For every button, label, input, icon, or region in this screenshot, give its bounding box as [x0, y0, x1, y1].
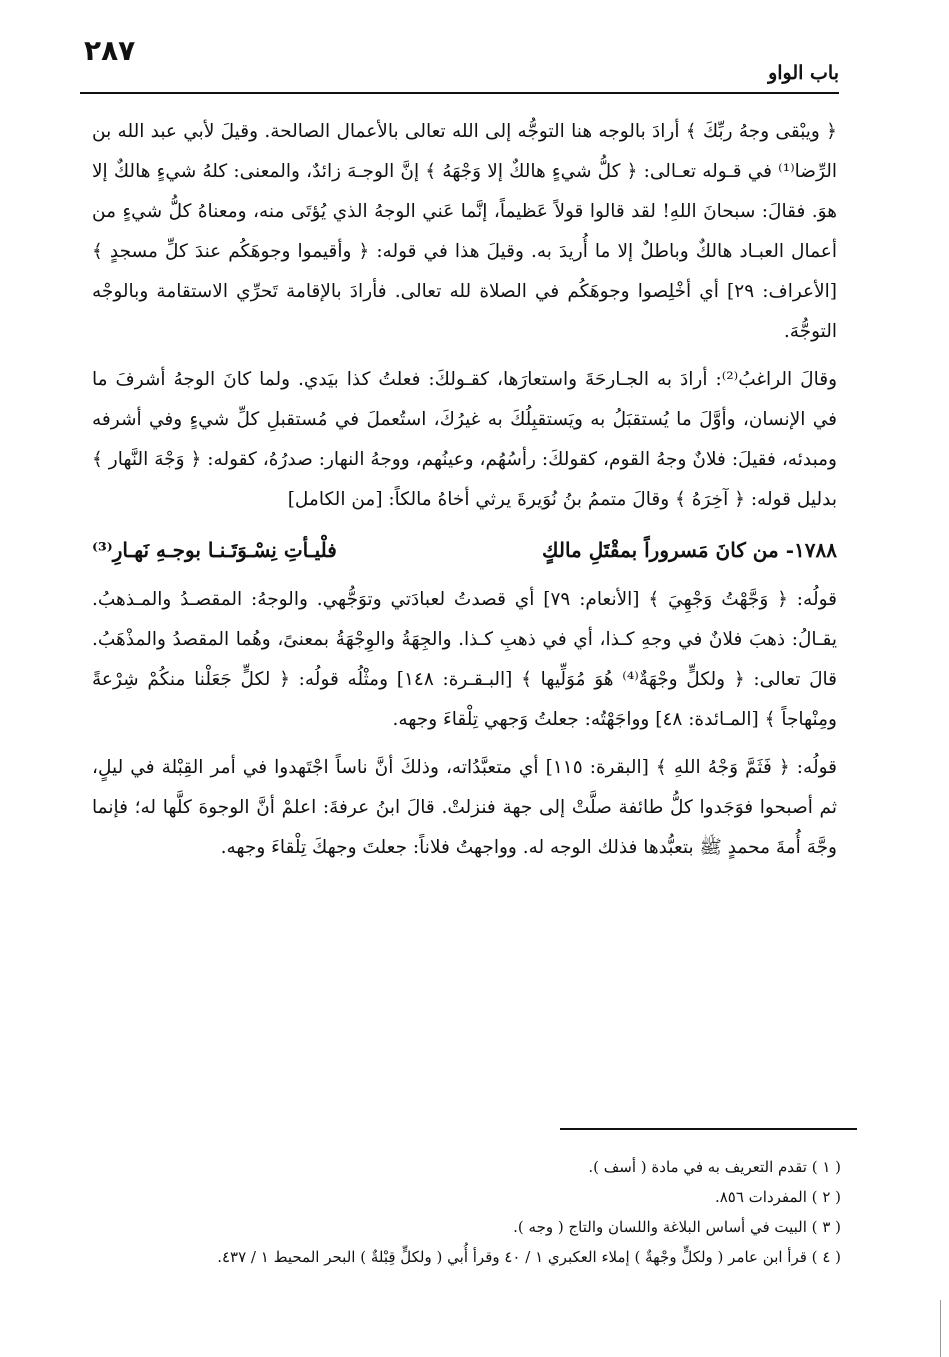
- footnote-2: ( ٢ ) المفردات ٨٥٦.: [714, 1188, 841, 1206]
- footnote-3: ( ٣ ) البيت في أساس البلاغة واللسان والتاج ( وجه ).: [513, 1218, 841, 1236]
- footnote-4: ( ٤ ) قرأ ابن عامر ( ولكلٍّ وجْهةٌ ) إملاء العكبري ١ / ٤٠ وقرأ أُبي ( ولكلٍّ قِبْلةٌ ) البحر المحيط ١ / ٤٣٧.: [217, 1248, 841, 1266]
- verse-first-hemistich: [542, 528, 837, 572]
- header-rule: [80, 92, 839, 94]
- verse-line: [92, 528, 837, 572]
- paragraph-2: وقالَ الراغبُ⁽²⁾: أرادَ به الجـارحَةَ واستعارَها، كقـولكَ: فعلتُ كذا بيَدي. ولما كانَ الوجهُ أشرفَ ما في الإنسان، وأوَّلَ ما يُستقبَلُ به ويَستقبِلُكَ به غيرُكَ، استُعملَ في مُستقبلِ كلِّ شيءٍ وفي أشرفه ومبدئه، فقيلَ: فلانٌ وجهُ القوم، كقولكَ: رأسُهُم، وعينُهم، ووجهُ النهار: صدرُهُ، كقوله: ﴿ وَجْهَ النَّهار ﴾ بدليل قوله: ﴿ آخِرَهُ ﴾ وقالَ متممُ بنُ نُوَيرةَ يرثي أخاهُ مالكاً: [من الكامل]: [92, 369, 838, 510]
- footnote-rule: [560, 1128, 857, 1130]
- verse-number: ١٧٨٨-: [785, 538, 837, 562]
- body-text: [92, 112, 837, 876]
- paragraph-3: قولُه: ﴿ وَجَّهْتُ وَجْهِيَ ﴾ [الأنعام: ٧٩] أي قصدتُ لعبادَتي وتوَجُّهي. والوجهُ: المقصـدُ والمـذهبُ. يقـالُ: ذهبَ فلانٌ في وجهِ كـذا، أي في ذهبِ كـذا. والجِهَةُ والوِجْهَةُ بمعنىً، وهُما المقصدُ والمذْهَبُ. قالَ تعالى: ﴿ ولكلٍّ وجْهَةٌ⁽⁴⁾ هُوَ مُوَلِّيها ﴾ [البـقـرة: ١٤٨] ومثْلُه قولُه: ﴿ لكلٍّ جَعَلْنا منكُمْ شِرْعةً ومِنْهاجاً ﴾ [المـائدة: ٤٨] وواجَهْتُه: جعلتُ وَجهي تِلْقاءَ وجهه.: [92, 589, 838, 730]
- page-number: ٢٨٧: [84, 34, 136, 67]
- paragraph-1: ﴿ ويبْقى وجهُ ربِّكَ ﴾ أرادَ بالوجه هنا التوجُّه إلى الله تعالى بالأعمال الصالحة. وقيلَ لأبي عبد الله بن الرِّضا⁽¹⁾ في قـوله تعـالى: ﴿ كلُّ شيءٍ هالكٌ إلا وَجْهَهُ ﴾ إنَّ الوجـهَ زائدٌ، والمعنى: كلهُ شيءٍ هالكٌ إلا هوَ. فقالَ: سبحانَ اللهِ! لقد قالوا قولاً عَظيماً، إنَّما عَني الوجهُ الذي يُؤتَى منه، ومعناهُ كلُّ شيءٍ من أعمال العبـاد هالكٌ وباطلٌ إلا ما أُريدَ به. وقيلَ هذا في قوله: ﴿ وأقيموا وجوهَكُم عندَ كلِّ مسجدٍ ﴾ [الأعراف: ٢٩] أي أخْلِصوا وجوهَكُم في الصلاة لله تعالى. فأرادَ بالإقامة تَحرِّي الاستقامة وبالوجْه التوجُّهَ.: [92, 121, 837, 342]
- running-head: باب الواو: [768, 62, 839, 84]
- scan-edge-line: [940, 1300, 941, 1357]
- verse-second-hemistich: فلْيـأتِ نِسْـوَتَـنـا بوجـهِ نَهـارِ⁽³⁾: [92, 538, 337, 562]
- footnote-1: ( ١ ) تقدم التعريف به في مادة ( أسف ).: [588, 1158, 841, 1176]
- verse-first-text: من كانَ مَسروراً بمقْتَلِ مالكٍ: [542, 538, 779, 562]
- paragraph-4: قولُه: ﴿ فَثَمَّ وَجْهُ اللهِ ﴾ [البقرة: ١١٥] أي متعبَّدُاته، وذلكَ أنَّ ناساً اجْتَهدوا في أمر القِبْلة في ليلٍ، ثم أصبحوا فوَجَدوا كلُّ طائفة صلَّتْ إلى جهة فنزلتْ. قالَ ابنُ عرفةَ: اعلمْ أنَّ الوجوهَ كلَّها له؛ فإنما وجَّهَ أُمةَ محمدٍ ﷺ بتعبُّدها فذلك الوجه له. وواجهتُ فلاناً: جعلتَ وجهكَ تِلْقاءَ وجهه.: [92, 757, 837, 858]
- footnotes: [98, 1152, 841, 1272]
